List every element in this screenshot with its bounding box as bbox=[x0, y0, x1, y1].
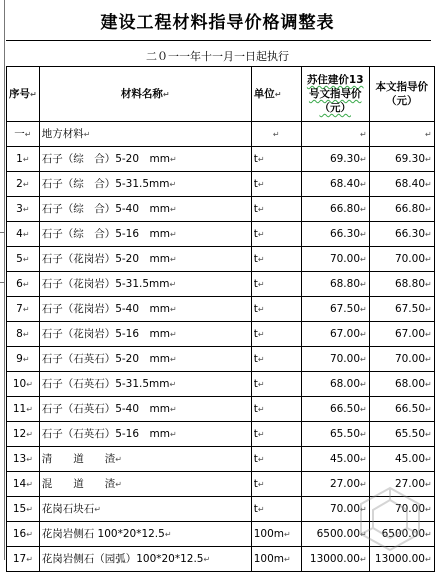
row-price-this: 69.30↵ bbox=[369, 147, 434, 172]
row-no: 9↵ bbox=[7, 347, 40, 372]
row-unit: t↵ bbox=[251, 372, 301, 397]
row-material-name: 花岗石块石↵ bbox=[39, 497, 251, 522]
row-price-su: 65.50↵ bbox=[301, 422, 369, 447]
row-price-su: 66.80↵ bbox=[301, 197, 369, 222]
row-price-su: 68.80↵ bbox=[301, 272, 369, 297]
row-material-name: 石子（综 合）5-16 mm↵ bbox=[39, 222, 251, 247]
row-unit: t↵ bbox=[251, 172, 301, 197]
row-unit: t↵ bbox=[251, 197, 301, 222]
row-no: 10↵ bbox=[7, 372, 40, 397]
row-unit: t↵ bbox=[251, 497, 301, 522]
table-row bbox=[7, 447, 435, 472]
row-price-this: 65.50↵ bbox=[369, 422, 434, 447]
row-no: 16↵ bbox=[7, 522, 40, 547]
section-name: 地方材料↵ bbox=[39, 122, 251, 147]
row-price-this: 13000.00↵ bbox=[369, 547, 434, 572]
row-unit: t↵ bbox=[251, 397, 301, 422]
row-no: 14↵ bbox=[7, 472, 40, 497]
row-unit: 100m↵ bbox=[251, 522, 301, 547]
table-row bbox=[7, 272, 435, 297]
row-price-this: 27.00↵ bbox=[369, 472, 434, 497]
row-price-su: 70.00↵ bbox=[301, 497, 369, 522]
row-price-su: 45.00↵ bbox=[301, 447, 369, 472]
row-no: 2↵ bbox=[7, 172, 40, 197]
row-unit: t↵ bbox=[251, 247, 301, 272]
row-price-su: 69.30↵ bbox=[301, 147, 369, 172]
row-no: 17↵ bbox=[7, 547, 40, 572]
row-material-name: 清 道 渣↵ bbox=[39, 447, 251, 472]
row-material-name: 石子（石英石）5-20 mm↵ bbox=[39, 347, 251, 372]
row-no: 6↵ bbox=[7, 272, 40, 297]
section-price-su: ↵ bbox=[301, 122, 369, 147]
row-material-name: 石子（综 合）5-40 mm↵ bbox=[39, 197, 251, 222]
row-price-this: 67.00↵ bbox=[369, 322, 434, 347]
table-row bbox=[7, 347, 435, 372]
row-price-su: 68.40↵ bbox=[301, 172, 369, 197]
row-material-name: 花岗岩侧石（园弧）100*20*12.5↵ bbox=[39, 547, 251, 572]
row-price-this: 68.80↵ bbox=[369, 272, 434, 297]
row-unit: t↵ bbox=[251, 297, 301, 322]
row-price-su: 68.00↵ bbox=[301, 372, 369, 397]
header-no: 序号↵ bbox=[7, 67, 40, 122]
row-price-su: 66.30↵ bbox=[301, 222, 369, 247]
section-row bbox=[7, 122, 435, 147]
header-price-this: 本文指导价（元） bbox=[369, 67, 434, 122]
row-material-name: 石子（石英石）5-31.5mm↵ bbox=[39, 372, 251, 397]
row-price-su: 67.50↵ bbox=[301, 297, 369, 322]
effective-date: 二０一一年十一月一日起执行 bbox=[146, 50, 289, 63]
section-unit: ↵ bbox=[251, 122, 301, 147]
row-material-name: 石子（花岗岩）5-40 mm↵ bbox=[39, 297, 251, 322]
row-price-su: 67.00↵ bbox=[301, 322, 369, 347]
table-row bbox=[7, 222, 435, 247]
table-row bbox=[7, 372, 435, 397]
table-row bbox=[7, 422, 435, 447]
row-material-name: 石子（综 合）5-20 mm↵ bbox=[39, 147, 251, 172]
row-price-this: 66.50↵ bbox=[369, 397, 434, 422]
row-no: 5↵ bbox=[7, 247, 40, 272]
row-no: 7↵ bbox=[7, 297, 40, 322]
section-no: 一↵ bbox=[7, 122, 40, 147]
row-price-su: 70.00↵ bbox=[301, 347, 369, 372]
row-price-this: 68.00↵ bbox=[369, 372, 434, 397]
row-unit: t↵ bbox=[251, 272, 301, 297]
table-row bbox=[7, 297, 435, 322]
row-no: 11↵ bbox=[7, 397, 40, 422]
row-no: 3↵ bbox=[7, 197, 40, 222]
row-material-name: 石子（石英石）5-16 mm↵ bbox=[39, 422, 251, 447]
row-price-this: 68.40↵ bbox=[369, 172, 434, 197]
table-row bbox=[7, 247, 435, 272]
row-price-su: 27.00↵ bbox=[301, 472, 369, 497]
row-unit: t↵ bbox=[251, 322, 301, 347]
row-price-su: 66.50↵ bbox=[301, 397, 369, 422]
row-no: 15↵ bbox=[7, 497, 40, 522]
row-no: 12↵ bbox=[7, 422, 40, 447]
row-unit: t↵ bbox=[251, 347, 301, 372]
row-unit: t↵ bbox=[251, 447, 301, 472]
watermark-logo bbox=[355, 484, 425, 554]
row-no: 4↵ bbox=[7, 222, 40, 247]
table-row bbox=[7, 147, 435, 172]
row-unit: t↵ bbox=[251, 422, 301, 447]
title-rule bbox=[6, 40, 431, 41]
row-price-this: 70.00↵ bbox=[369, 247, 434, 272]
row-unit: 100m↵ bbox=[251, 547, 301, 572]
section-price-this: ↵ bbox=[369, 122, 434, 147]
row-price-su: 6500.00↵ bbox=[301, 522, 369, 547]
row-material-name: 花岗岩侧石 100*20*12.5↵ bbox=[39, 522, 251, 547]
row-price-this: 6500.00↵ bbox=[369, 522, 434, 547]
margin-tick bbox=[0, 282, 4, 283]
row-price-this: 70.00↵ bbox=[369, 497, 434, 522]
table-header-row bbox=[7, 67, 435, 122]
header-unit: 单位↵ bbox=[251, 67, 301, 122]
header-price-su: 苏住建价13号文指导价（元） bbox=[301, 67, 369, 122]
row-no: 13↵ bbox=[7, 447, 40, 472]
row-price-this: 66.30↵ bbox=[369, 222, 434, 247]
row-unit: t↵ bbox=[251, 222, 301, 247]
row-material-name: 石子（花岗岩）5-16 mm↵ bbox=[39, 322, 251, 347]
row-material-name: 石子（综 合）5-31.5mm↵ bbox=[39, 172, 251, 197]
row-material-name: 石子（石英石）5-40 mm↵ bbox=[39, 397, 251, 422]
row-unit: t↵ bbox=[251, 147, 301, 172]
table-row bbox=[7, 197, 435, 222]
row-price-su: 13000.00↵ bbox=[301, 547, 369, 572]
row-material-name: 石子（花岗岩）5-31.5mm↵ bbox=[39, 272, 251, 297]
header-name: 材料名称↵ bbox=[39, 67, 251, 122]
row-price-su: 70.00↵ bbox=[301, 247, 369, 272]
row-material-name: 石子（花岗岩）5-20 mm↵ bbox=[39, 247, 251, 272]
page-margin-line bbox=[4, 0, 5, 560]
row-material-name: 混 道 渣↵ bbox=[39, 472, 251, 497]
row-no: 1↵ bbox=[7, 147, 40, 172]
row-unit: t↵ bbox=[251, 472, 301, 497]
table-row bbox=[7, 172, 435, 197]
row-price-this: 67.50↵ bbox=[369, 297, 434, 322]
margin-tick bbox=[0, 232, 4, 233]
table-row bbox=[7, 322, 435, 347]
row-price-this: 45.00↵ bbox=[369, 447, 434, 472]
row-price-this: 66.80↵ bbox=[369, 197, 434, 222]
table-row bbox=[7, 397, 435, 422]
document-title: 建设工程材料指导价格调整表 bbox=[100, 13, 335, 33]
row-price-this: 70.00↵ bbox=[369, 347, 434, 372]
row-no: 8↵ bbox=[7, 322, 40, 347]
